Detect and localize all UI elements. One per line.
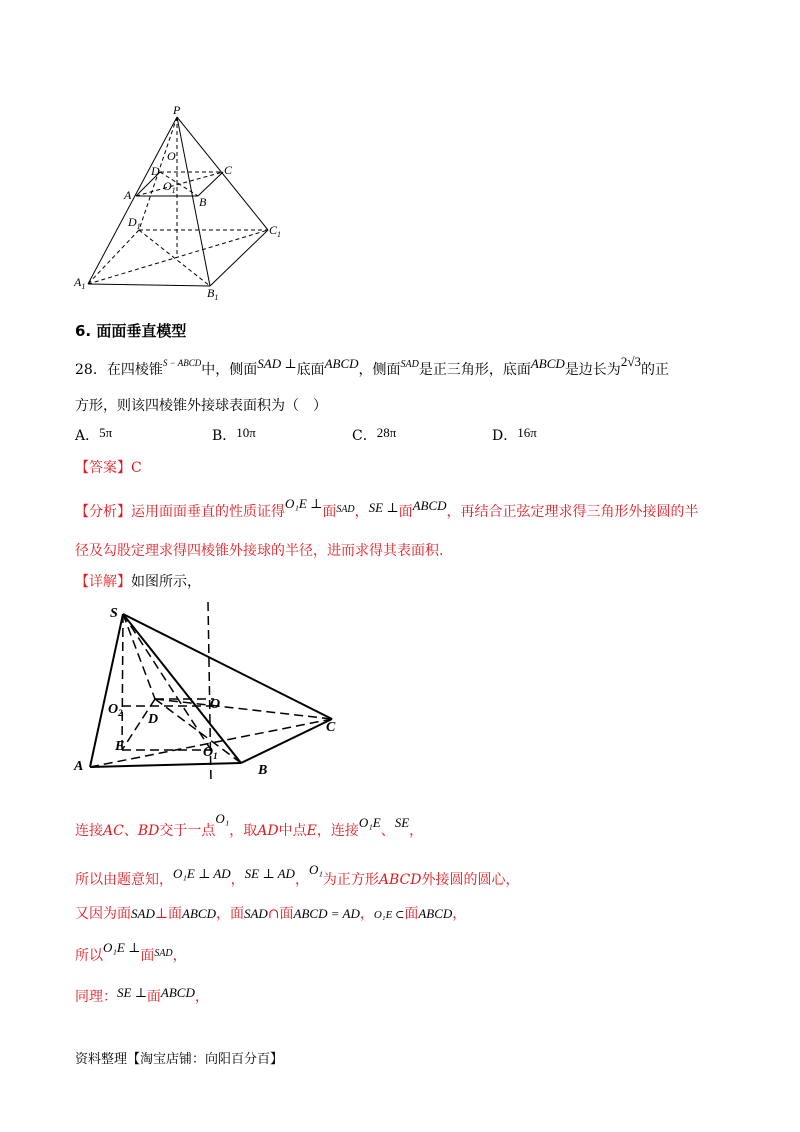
figure-pyramid-2 bbox=[70, 598, 360, 788]
answer-tag: 【答案】 bbox=[75, 460, 131, 476]
label-O1: $O_1$ bbox=[203, 745, 218, 761]
label-C: C bbox=[224, 163, 233, 177]
option-a: A．5π bbox=[75, 425, 113, 444]
label-D: D bbox=[151, 164, 160, 178]
label-O2: $O_2$ bbox=[108, 702, 123, 718]
option-c: C．28π bbox=[352, 425, 397, 444]
step-3: 又因为面SAD⊥面ABCD，面SAD∩面ABCD = AD，O₁E ⊂面ABCD， bbox=[75, 906, 467, 922]
label-S: S bbox=[110, 606, 118, 621]
label-E: E bbox=[115, 739, 125, 754]
label-P: P bbox=[173, 103, 181, 117]
step-4: 所以O₁E ⊥面$^{SAD}$， bbox=[75, 940, 187, 964]
analysis-line2: 径及勾股定理求得四棱锥外接球的半径，进而求得其表面积. bbox=[75, 543, 444, 559]
section-title: 6. 面面垂直模型 bbox=[75, 322, 187, 340]
label-A: A bbox=[74, 759, 84, 774]
step-2: 所以由题意知，O₁E ⊥ AD，SE ⊥ AD，O₁为正方形ABCD外接圆的圆心， bbox=[75, 862, 520, 888]
label-B1: $B_1$ bbox=[207, 286, 219, 300]
label-O: O bbox=[167, 149, 176, 163]
question-28-line1: 28．在四棱锥$^{S - ABCD}$中，侧面SAD ⊥底面ABCD，侧面$^{SAD}$是正三角形，底面ABCD是边长为2√3的正 bbox=[75, 354, 669, 378]
label-D1: $D_1$ bbox=[128, 215, 141, 231]
label-B: B bbox=[199, 195, 207, 209]
label-C: C bbox=[326, 720, 336, 735]
analysis-tag: 【分析】 bbox=[75, 504, 131, 520]
question-number: 28． bbox=[75, 362, 107, 378]
step-1: 连接AC、BD交于一点O₁，取AD中点E，连接O₁E、SE， bbox=[75, 811, 424, 839]
step-5: 同理：SE ⊥面ABCD， bbox=[75, 985, 209, 1005]
option-b: B．10π bbox=[212, 425, 256, 444]
detail-line: 【详解】如图所示， bbox=[75, 574, 201, 590]
label-O1: $O_1$ bbox=[163, 179, 176, 195]
option-d: D．16π bbox=[492, 425, 537, 444]
question-28-line2: 方形，则该四棱锥外接球表面积为（ ） bbox=[75, 398, 327, 414]
analysis-line1: 【分析】运用面面垂直的性质证得O₁E ⊥面$^{SAD}$，SE ⊥面ABCD，再结合正弦定理求得三角形外接圆的半 bbox=[75, 496, 699, 520]
label-C1: $C_1$ bbox=[269, 223, 282, 239]
answer-value: C bbox=[131, 460, 142, 476]
label-A: A bbox=[124, 188, 132, 202]
label-A1: $A_1$ bbox=[74, 275, 86, 291]
answer-line bbox=[75, 457, 142, 477]
figure-pyramid-1 bbox=[60, 100, 300, 300]
label-B: B bbox=[258, 763, 268, 778]
detail-tag: 【详解】 bbox=[75, 574, 131, 590]
label-D: D bbox=[148, 712, 159, 727]
label-O: O bbox=[210, 697, 221, 712]
footer: 资料整理【淘宝店铺：向阳百分百】 bbox=[75, 1052, 284, 1067]
